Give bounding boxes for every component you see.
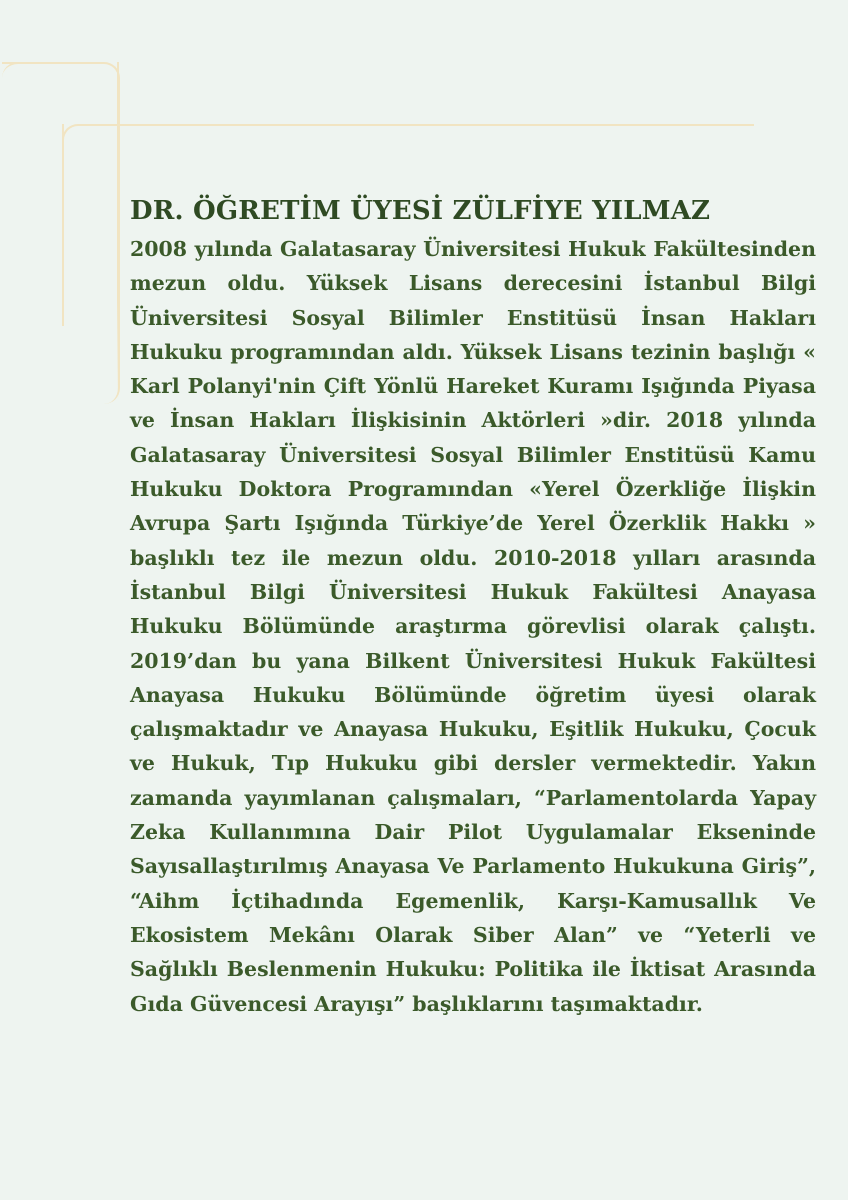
decorative-frame-outer-top [2,62,102,64]
biography-section [130,196,816,1021]
decorative-frame-inner-side [62,124,64,324]
page-title: DR. ÖĞRETİM ÜYESİ ZÜLFİYE YILMAZ [130,196,711,226]
biography-text: 2008 yılında Galatasaray Üniversitesi Hukuk Fakültesinden mezun oldu. Yüksek Lisans derecesini İstanbul Bilgi Üniversitesi Sosyal Bilimler Enstitüsü İnsan Hakları Hukuku programından aldı. Yüksek Lisans tezinin başlığı « Karl Polanyi'nin Çift Yönlü Hareket Kuramı Işığında Piyasa ve İnsan Hakları İlişkisinin Aktörleri »dir. 2018 yılında Galatasaray Üniversitesi Sosyal Bilimler Enstitüsü Kamu Hukuku Doktora Programından «Yerel Özerkliğe İlişkin Avrupa Şartı Işığında Türkiye’de Yerel Özerklik Hakkı » başlıklı tez ile mezun oldu. 2010-2018 yılları arasında İstanbul Bilgi Üniversitesi Hukuk Fakültesi Anayasa Hukuku Bölümünde araştırma görevlisi olarak çalıştı. 2019’dan bu yana Bilkent Üniversitesi Hukuk Fakültesi Anayasa Hukuku Bölümünde öğretim üyesi olarak çalışmaktadır ve Anayasa Hukuku, Eşitlik Hukuku, Çocuk ve Hukuk, Tıp Hukuku gibi dersler vermektedir. Yakın zamanda yayımlanan çalışmaları, “Parlamentolarda Yapay Zeka Kullanımına Dair Pilot Uygulamalar Ekseninde Sayısallaştırılmış Anayasa Ve Parlamento Hukukuna Giriş”, “Aihm İçtihadında Egemenlik, Karşı-Kamusallık Ve Ekosistem Mekânı Olarak Siber Alan” ve “Yeterli ve Sağlıklı Beslenmenin Hukuku: Politika ile İktisat Arasında Gıda Güvencesi Arayışı” başlıklarını taşımaktadır. [130,237,816,1016]
